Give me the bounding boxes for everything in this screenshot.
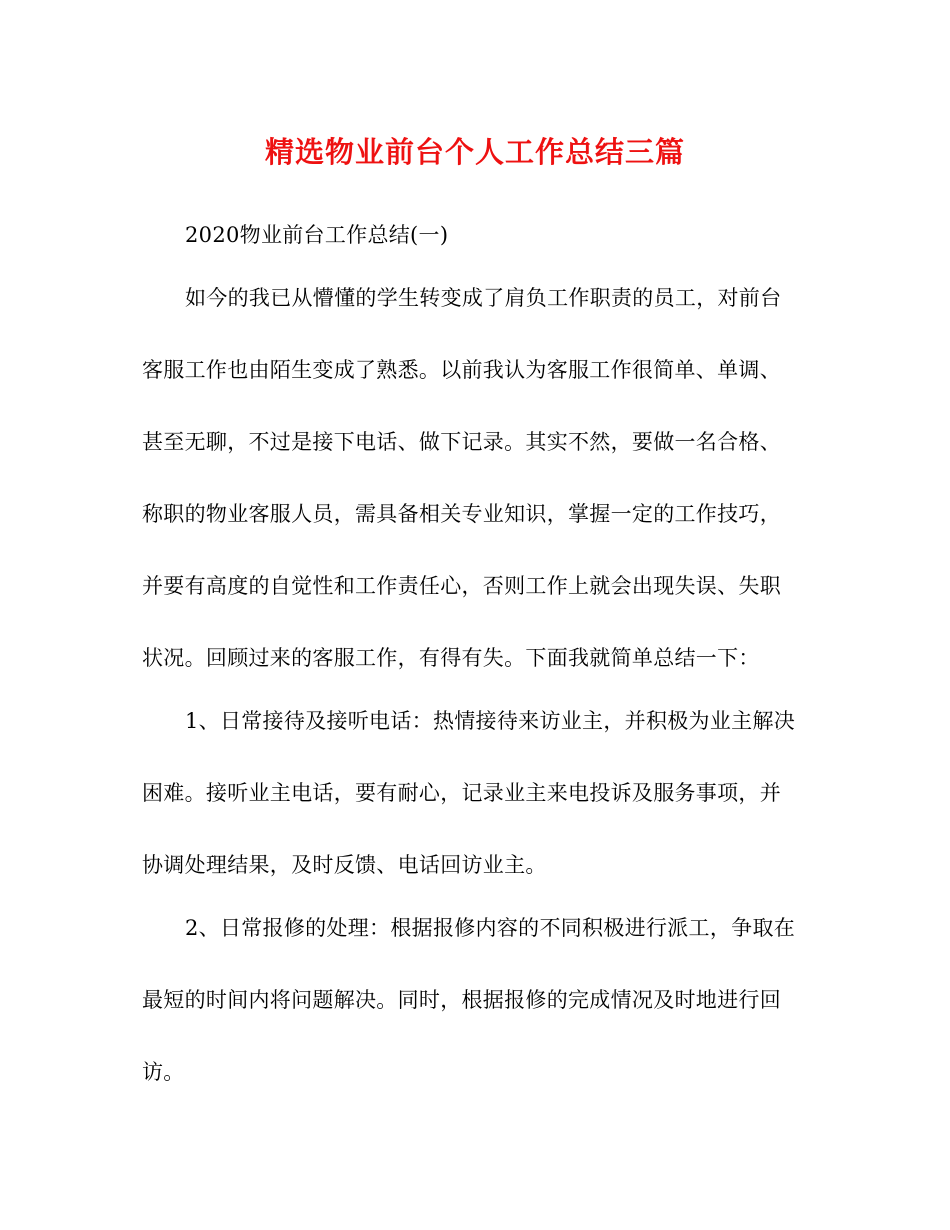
- paragraph-line: 2、日常报修的处理：根据报修内容的不同积极进行派工，争取在: [185, 916, 796, 940]
- paragraph-line: 客服工作也由陌生变成了熟悉。以前我认为客服工作很简单、单调、: [142, 358, 781, 382]
- paragraph-line: 称职的物业客服人员，需具备相关专业知识，掌握一定的工作技巧，: [142, 502, 781, 526]
- paragraph-line: 甚至无聊，不过是接下电话、做下记录。其实不然，要做一名合格、: [142, 430, 781, 454]
- paragraph-line: 并要有高度的自觉性和工作责任心，否则工作上就会出现失误、失职: [142, 574, 781, 598]
- paragraph-line: 如今的我已从懵懂的学生转变成了肩负工作职责的员工，对前台: [185, 286, 782, 310]
- document-title: 精选物业前台个人工作总结三篇: [264, 135, 685, 169]
- paragraph-line: 1、日常接待及接听电话：热情接待来访业主，并积极为业主解决: [185, 709, 796, 733]
- paragraph-line: 访。: [142, 1060, 185, 1084]
- paragraph-line: 状况。回顾过来的客服工作，有得有失。下面我就简单总结一下：: [142, 646, 760, 670]
- paragraph-line: 协调处理结果，及时反馈、电话回访业主。: [142, 853, 547, 877]
- section-heading: 2020物业前台工作总结(一): [185, 223, 449, 247]
- paragraph-line: 困难。接听业主电话，要有耐心，记录业主来电投诉及服务事项，并: [142, 781, 781, 805]
- paragraph-line: 最短的时间内将问题解决。同时，根据报修的完成情况及时地进行回: [142, 988, 781, 1012]
